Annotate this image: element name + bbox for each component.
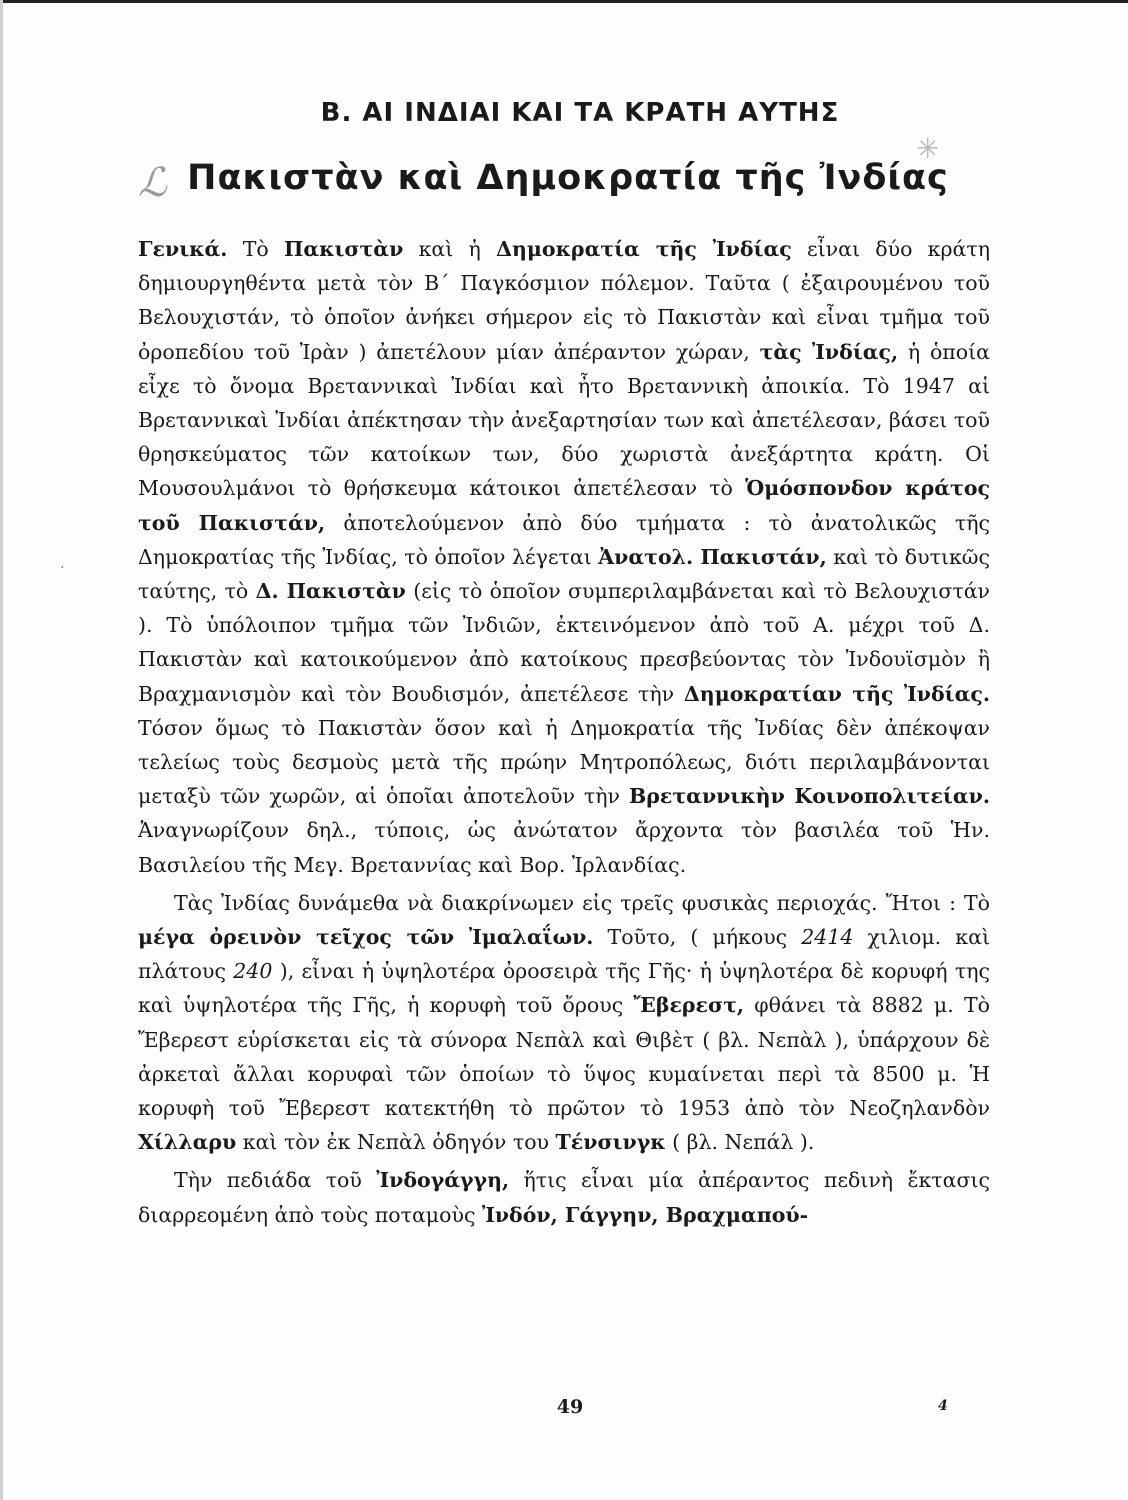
scan-top-border [0, 0, 1128, 3]
bold-term: Χίλλαρυ [138, 1130, 237, 1155]
bold-term: Βρεταννικὴν Κοινοπολιτείαν. [628, 784, 990, 809]
article-title: Πακιστὰν καὶ Δημοκρατία τῆς Ἰνδίας [187, 158, 949, 198]
bold-term: τὰς Ἰνδίας, [759, 339, 899, 364]
italic-number: 240 [233, 959, 273, 984]
handwritten-annotation-mark: ℒ [138, 160, 167, 206]
page-number: 49 [556, 1396, 584, 1418]
bold-term: Ἰνδογάγγη, [376, 1168, 510, 1193]
bold-term: Δημοκρατία τῆς Ἰνδίας [496, 237, 792, 261]
bold-term: Ἀνατολ. Πακιστάν, [598, 544, 827, 569]
paragraph-plain: Τὴν πεδιάδα τοῦ Ἰνδογάγγη, ἥτις εἶναι μία ἀπέραντος πεδινὴ ἔκτασις διαρρεομένη ἀπὸ τοὺς ποταμοὺς Ἰνδόν, Γάγγην, Βραχμαπού- [138, 1168, 990, 1227]
scan-left-edge [0, 0, 3, 1500]
paragraph-general: Γενικά. Τὸ Πακιστὰν καὶ ἡ Δημοκρατία τῆς Ἰνδίας εἶναι δύο κράτη δημιουργηθέντα μετὰ τὸν Β΄ Παγκόσμιον πόλεμον. Ταῦτα ( ἐξαιρουμένου τοῦ Βελουχιστάν, τὸ ὁποῖον ἀνήκει σήμερον εἰς τὸ Πακιστὰν καὶ εἶναι τμῆμα τοῦ ὀροπεδίου τοῦ Ἰρὰν ) ἀπετέλουν μίαν ἀπέραντον χώραν, τὰς Ἰνδίας, ἡ ὁποία εἶχε τὸ ὄνομα Βρεταννικαὶ Ἰνδίαι καὶ ἦτο Βρεταννικὴ ἀποικία. Τὸ 1947 αἱ Βρεταννικαὶ Ἰνδίαι ἀπέκτησαν τὴν ἀνεξαρτησίαν των καὶ ἀπετέλεσαν, βάσει τοῦ θρησκεύματος τῶν κατοίκων των, δύο χωριστὰ ἀνεξάρτητα κράτη. Οἱ Μουσουλμάνοι τὸ θρήσκευμα κάτοικοι ἀπετέλεσαν τὸ Ὁμόσπονδον κράτος τοῦ Πακιστάν, ἀποτελούμενον ἀπὸ δύο τμήματα : τὸ ἀνατολικῶς τῆς Δημοκρατίας τῆς Ἰνδίας, τὸ ὁποῖον λέγεται Ἀνατολ. Πακιστάν, καὶ τὸ δυτικῶς ταύτης, τὸ Δ. Πακιστὰν (εἰς τὸ ὁποῖον συμπεριλαμβάνεται καὶ τὸ Βελουχιστάν ). Τὸ ὑπόλοιπον τμῆμα τῶν Ἰνδιῶν, ἐκτεινόμενον ἀπὸ τοῦ Α. μέχρι τοῦ Δ. Πακιστὰν καὶ κατοικούμενον ἀπὸ κατοίκους πρεσβεύοντας τὸν Ἰνδουϊσμὸν ἢ Βραχμανισμὸν καὶ τὸν Βουδισμόν, ἀπετέλεσε τὴν Δημοκρατίαν τῆς Ἰνδίας. Τόσον ὅμως τὸ Πακιστὰν ὅσον καὶ ἡ Δημοκρατία τῆς Ἰνδίας δὲν ἀπέκοψαν τελείως τοὺς δεσμοὺς μετὰ τῆς πρώην Μητροπόλεως, διότι περιλαμβάνονται μεταξὺ τῶν χωρῶν, αἱ ὁποῖαι ἀποτελοῦν τὴν Βρεταννικὴν Κοινοπολιτείαν. Ἀναγνωρίζουν δηλ., τύποις, ὡς ἀνώτατον ἄρχοντα τὸν βασιλέα τοῦ Ἡν. Βασιλείου τῆς Μεγ. Βρεταννίας καὶ Βορ. Ἰρλανδίας. [138, 237, 991, 877]
italic-number: 2414 [801, 925, 854, 950]
article-body [138, 232, 990, 1232]
margin-speck: · [60, 560, 65, 576]
bold-term: Πακιστὰν [283, 237, 404, 261]
paragraph-regions: Τὰς Ἰνδίας δυνάμεθα νὰ διακρίνωμεν εἰς τρεῖς φυσικὰς περιοχάς. Ἤτοι : Τὸ μέγα ὀρεινὸν τεῖχος τῶν Ἰμαλαΐων. Τοῦτο, ( μήκους 2414 χιλιομ. καὶ πλάτους 240 ), εἶναι ἡ ὑψηλοτέρα ὀροσειρὰ τῆς Γῆς· ἡ ὑψηλοτέρα δὲ κορυφή της καὶ ὑψηλοτέρα τῆς Γῆς, ἡ κορυφὴ τοῦ ὄρους Ἔβερεστ, φθάνει τὰ 8882 μ. Τὸ Ἔβερεστ εὑρίσκεται εἰς τὰ σύνορα Νεπὰλ καὶ Θιβὲτ ( βλ. Νεπὰλ ), ὑπάρχουν δὲ ἀρκεταὶ ἄλλαι κορυφαὶ τῶν ὁποίων τὸ ὕψος κυμαίνεται περὶ τὰ 8500 μ. Ἡ κορυφὴ τοῦ Ἔβερεστ κατεκτήθη τὸ πρῶτον τὸ 1953 ἀπὸ τὸν Νεοζηλανδὸν Χίλλαρυ καὶ τὸν ἐκ Νεπὰλ ὁδηγόν του Τένσινγκ ( βλ. Νεπάλ ). [138, 890, 990, 1155]
bold-term: Ὁμόσπονδον κράτος τοῦ Πακιστάν, [138, 476, 990, 535]
bold-term: Δημοκρατίαν τῆς Ἰνδίας. [683, 681, 990, 706]
bold-term: Τένσινγκ [555, 1130, 666, 1155]
bold-term: Ἔβερεστ, [633, 993, 745, 1018]
bold-term: μέγα ὀρεινὸν τεῖχος τῶν Ἰμαλαΐων. [138, 925, 594, 950]
bold-term: Ἰνδόν, Γάγγην, Βραχμαπού- [481, 1202, 809, 1227]
star-annotation-icon: ✳ [916, 132, 940, 165]
lead-term: Γενικά. [138, 237, 228, 261]
section-heading: Β. ΑΙ ΙΝΔΙΑΙ ΚΑΙ ΤΑ ΚΡΑΤΗ ΑΥΤΗΣ [320, 98, 840, 128]
bold-term: Δ. Πακιστὰν [255, 579, 406, 604]
signature-mark: 4 [938, 1398, 948, 1414]
